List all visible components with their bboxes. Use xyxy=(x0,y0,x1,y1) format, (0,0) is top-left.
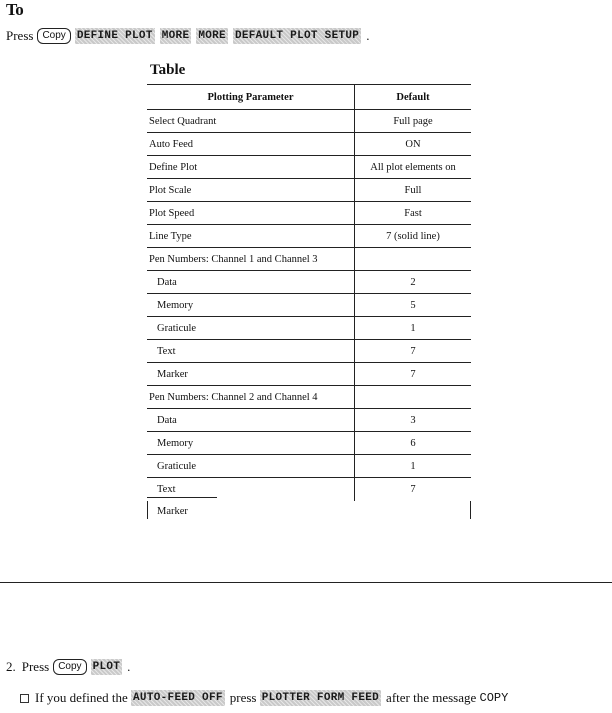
step-number: 2. xyxy=(6,659,16,674)
default-plot-table xyxy=(147,84,471,501)
table-header-row xyxy=(147,84,471,110)
default-cell xyxy=(355,386,471,408)
bullet-text: after the message xyxy=(386,690,477,705)
default-cell: Full page xyxy=(393,115,433,127)
softkey-plotter-form-feed: PLOTTER FORM FEED xyxy=(261,692,380,704)
default-cell: 7 (solid line) xyxy=(386,230,440,242)
default-cell: 3 xyxy=(410,414,416,426)
section-divider xyxy=(0,582,612,583)
param-cell: Plot Speed xyxy=(147,202,355,224)
header-parameter: Plotting Parameter xyxy=(147,85,355,109)
table-row xyxy=(147,317,471,340)
table-row xyxy=(147,225,471,248)
param-cell: Data xyxy=(147,271,355,293)
param-cell: Line Type xyxy=(147,225,355,247)
param-cell: Marker xyxy=(157,506,188,517)
copy-key: Copy xyxy=(37,28,70,44)
table-title: Table xyxy=(150,62,186,78)
default-cell xyxy=(355,248,471,270)
default-cell: 5 xyxy=(410,299,416,311)
header-default: Default xyxy=(396,91,430,103)
table-row-partial xyxy=(147,497,471,519)
row-border xyxy=(147,501,148,519)
param-cell: Memory xyxy=(147,432,355,454)
table-row xyxy=(147,133,471,156)
default-cell: Full xyxy=(404,184,422,196)
instruction-prefix: Press xyxy=(6,28,34,43)
bullet-text: press xyxy=(229,690,257,705)
default-cell: 6 xyxy=(410,437,416,449)
table-row xyxy=(147,363,471,386)
copy-key: Copy xyxy=(53,659,86,675)
softkey-more: MORE xyxy=(198,30,226,42)
step-2 xyxy=(6,659,130,675)
default-cell: 7 xyxy=(410,368,416,380)
bullet-text: If you defined the xyxy=(35,690,128,705)
table-row xyxy=(147,271,471,294)
instruction-line xyxy=(6,28,369,44)
table-row xyxy=(147,110,471,133)
param-cell: Auto Feed xyxy=(147,133,355,155)
instruction-suffix: . xyxy=(366,28,370,43)
table-row xyxy=(147,248,471,271)
param-cell: Pen Numbers: Channel 2 and Channel 4 xyxy=(147,386,355,408)
softkey-auto-feed-off: AUTO-FEED OFF xyxy=(133,692,223,704)
param-cell: Define Plot xyxy=(147,156,355,178)
param-cell: Pen Numbers: Channel 1 and Channel 3 xyxy=(147,248,355,270)
table-row xyxy=(147,294,471,317)
step-suffix: . xyxy=(127,659,131,674)
default-cell: Fast xyxy=(404,207,422,219)
softkey-define-plot: DEFINE PLOT xyxy=(76,30,153,42)
default-cell: 7 xyxy=(410,484,416,495)
section-heading: To xyxy=(6,0,24,19)
table-row xyxy=(147,386,471,409)
default-cell: 2 xyxy=(410,276,416,288)
table-row xyxy=(147,409,471,432)
softkey-default-plot-setup: DEFAULT PLOT SETUP xyxy=(234,30,360,42)
bullet-note xyxy=(20,690,508,706)
step-prefix: Press xyxy=(21,659,50,674)
bullet-box-icon xyxy=(20,694,29,703)
softkey-more: MORE xyxy=(161,30,190,42)
default-cell: ON xyxy=(405,138,421,150)
param-cell: Select Quadrant xyxy=(147,110,355,132)
default-cell: All plot elements on xyxy=(370,161,456,173)
param-cell: Marker xyxy=(147,363,355,385)
param-cell: Plot Scale xyxy=(147,179,355,201)
table-row xyxy=(147,202,471,225)
default-cell: 1 xyxy=(410,460,416,472)
table-row xyxy=(147,156,471,179)
softkey-plot: PLOT xyxy=(92,661,121,673)
param-cell: Data xyxy=(147,409,355,431)
table-row xyxy=(147,340,471,363)
param-cell: Graticule xyxy=(147,455,355,477)
row-border xyxy=(470,501,471,519)
table-row xyxy=(147,455,471,478)
param-cell: Text xyxy=(147,478,355,501)
table-row xyxy=(147,432,471,455)
default-cell: 1 xyxy=(410,322,416,334)
param-cell: Text xyxy=(147,340,355,362)
param-cell: Memory xyxy=(147,294,355,316)
param-cell: Graticule xyxy=(147,317,355,339)
table-row xyxy=(147,179,471,202)
message-text: COPY xyxy=(479,691,509,705)
default-cell: 7 xyxy=(410,345,416,357)
row-border xyxy=(147,497,217,498)
